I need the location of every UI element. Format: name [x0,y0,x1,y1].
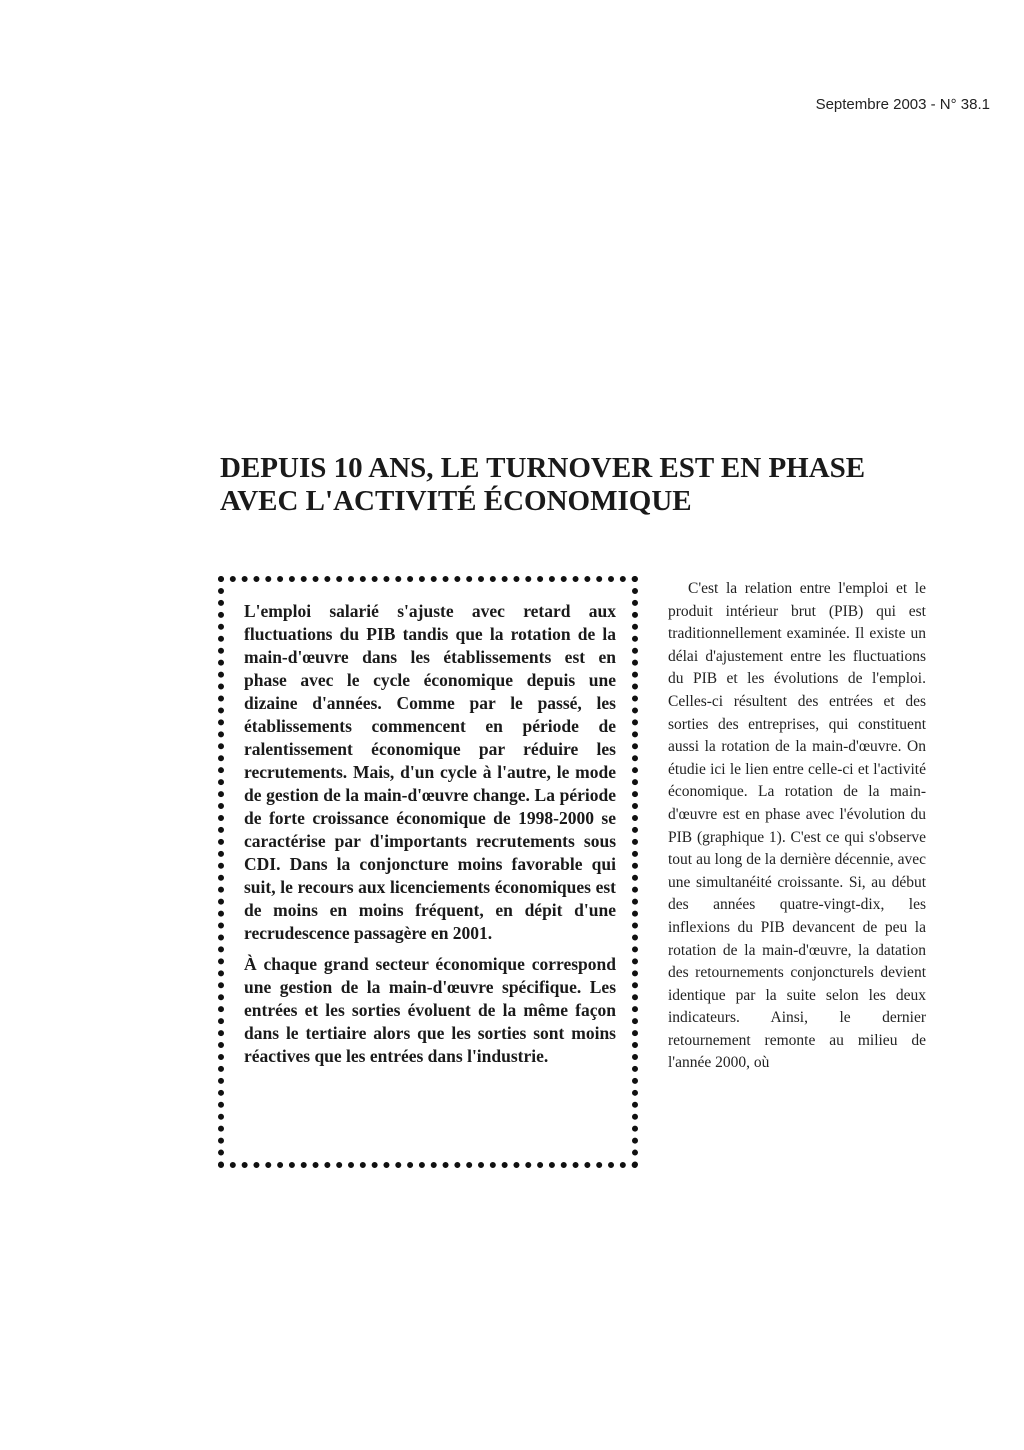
summary-paragraph-2: À chaque grand secteur économique correspond une gestion de la main-d'œuvre spécifique. Les entrées et les sorties évoluent de la même façon dans le tertiaire alors que les sorties sont moins réactives que les entrées dans l'industrie. [244,954,616,1066]
body-column [668,578,926,1075]
body-paragraph-1: C'est la relation entre l'emploi et le produit intérieur brut (PIB) qui est traditionnellement examinée. Il existe un délai d'ajustement entre les fluctuations du PIB et les évolutions de l'emploi. Celles-ci résultent des entrées et des sorties des entreprises, qui constituent aussi la rotation de la main-d'œuvre. On étudie ici le lien entre celle-ci et l'activité économique. La rotation de la main-d'œuvre est en phase avec l'évolution du PIB (graphique 1). C'est ce qui s'observe tout au long de la dernière décennie, avec une simultanéité croissante. Si, au début des années quatre-vingt-dix, les inflexions du PIB devancent de peu la rotation de la main-d'œuvre, la datation des retournements conjoncturels devient identique par la suite selon les deux indicateurs. Ainsi, le dernier retournement remonte au milieu de l'année 2000, où [668,580,926,1072]
summary-box [218,576,638,1168]
page-title [220,452,980,518]
title-line-2: AVEC L'ACTIVITÉ ÉCONOMIQUE [220,485,692,517]
issue-number: Septembre 2003 - N° 38.1 [815,96,990,113]
title-line-1: DEPUIS 10 ANS, LE TURNOVER EST EN PHASE [220,452,866,484]
summary-paragraph-1: L'emploi salarié s'ajuste avec retard aux fluctuations du PIB tandis que la rotation de la main-d'œuvre dans les établissements est en phase avec le cycle économique depuis une dizaine d'années. Comme par le passé, les établissements commencent en période de ralentissement économique par réduire les recrutements. Mais, d'un cycle à l'autre, le mode de gestion de la main-d'œuvre change. La période de forte croissance économique de 1998-2000 se caractérise par d'importants recrutements sous CDI. Dans la conjoncture moins favorable qui suit, le recours aux licenciements économiques est de moins en moins fréquent, en dépit d'une recrudescence passagère en 2001. [244,601,616,943]
